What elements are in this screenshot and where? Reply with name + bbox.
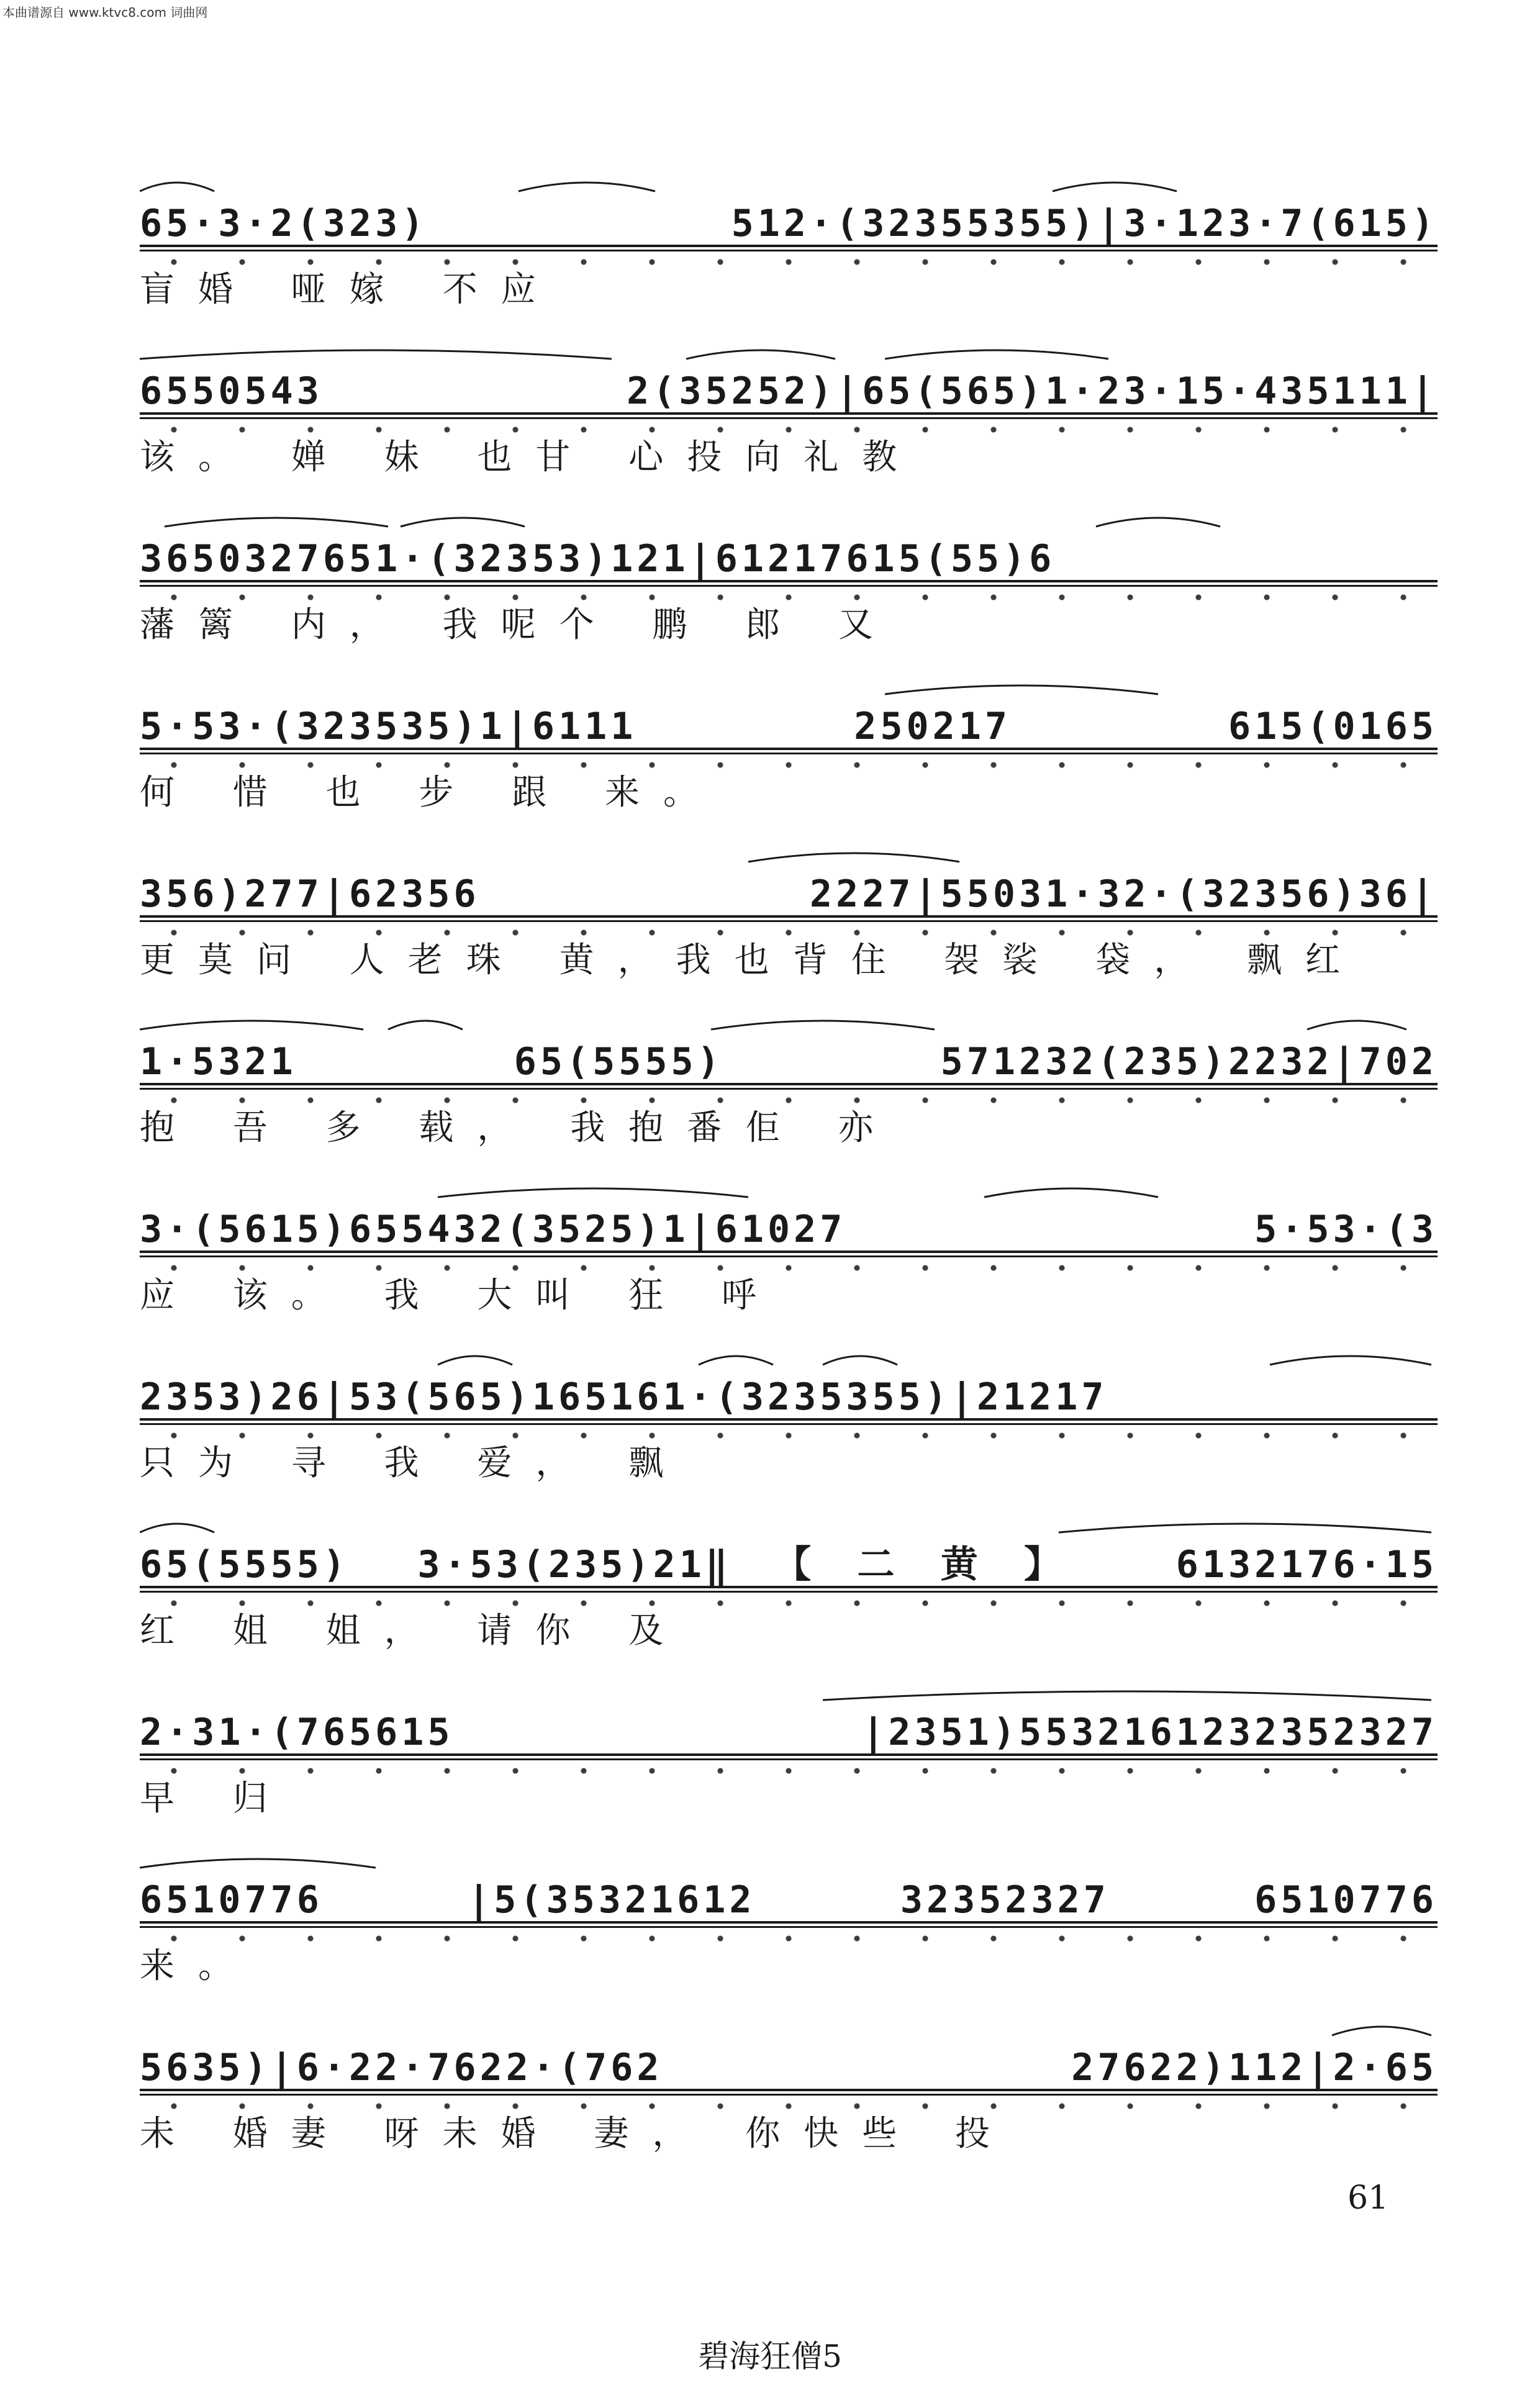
lyric-line: 藩篱 内， 我呢个 鹏 郎 又	[140, 605, 897, 645]
notation-text: 65·3·2(323) 512·(32355355)|3·123·7(615)	[140, 202, 1438, 245]
score-row	[140, 869, 1438, 982]
notation-text: 3·(5615)655432(3525)1|61027 5·53·(3	[140, 1208, 1438, 1251]
footer-title: 碧海狂僧5	[698, 2338, 842, 2374]
notation-line	[140, 869, 1438, 919]
page-number: 61	[1348, 2179, 1389, 2217]
notation-line	[140, 1037, 1438, 1087]
notation-line	[140, 1708, 1438, 1757]
source-watermark: 本曲谱源自 www.ktvc8.com 词曲网	[2, 5, 208, 20]
slur-marks	[140, 2018, 1438, 2037]
slur-marks	[140, 844, 1438, 863]
octave-dots	[140, 1765, 1438, 1777]
notation-text: 356)277|62356 2227|55031·32·(32356)36|	[140, 872, 1438, 916]
notation-line	[140, 1875, 1438, 1925]
score-row	[140, 2043, 1438, 2156]
slur-marks	[140, 342, 1438, 360]
octave-dots	[140, 423, 1438, 436]
lyric-line: 早 归	[140, 1778, 291, 1819]
notation-text: 65(5555) 3·53(235)21‖【二黄】 6132176·15	[140, 1543, 1438, 1586]
octave-dots	[140, 256, 1438, 268]
notation-line	[140, 2043, 1438, 2092]
lyric-line: 红 姐 姐， 请你 及	[140, 1611, 687, 1651]
octave-dots	[140, 1094, 1438, 1106]
lyric-line: 来。	[140, 1946, 256, 1986]
slur-marks	[140, 509, 1438, 528]
octave-dots	[140, 1262, 1438, 1274]
notation-text: 5635)|6·22·7622·(762 27622)112|2·65	[140, 2046, 1438, 2089]
slur-marks	[140, 1180, 1438, 1198]
notation-text: 6510776 |5(35321612 32352327 6510776	[140, 1878, 1438, 1922]
octave-dots	[140, 1429, 1438, 1442]
notation-text: 2·31·(765615 |2351)5532161232352327	[140, 1711, 1438, 1754]
lyric-line: 盲婚 哑嫁 不应	[140, 269, 559, 310]
notation-text: 3650327651·(32353)121|61217615(55)6	[140, 537, 1056, 581]
notation-line	[140, 199, 1438, 248]
lyric-line: 该。 婵 妹 也甘 心投向礼教	[140, 437, 921, 477]
score-row	[140, 1372, 1438, 1485]
lyric-line: 只为 寻 我 爱， 飘	[140, 1443, 687, 1483]
slur-marks	[140, 1012, 1438, 1031]
notation-line	[140, 1540, 1438, 1590]
notation-line	[140, 702, 1438, 751]
score-row	[140, 1540, 1438, 1653]
octave-dots	[140, 1932, 1438, 1945]
notation-line	[140, 534, 1438, 584]
notation-line	[140, 366, 1438, 416]
octave-dots	[140, 926, 1438, 939]
lyric-line: 未 婚妻 呀未婚 妻， 你快些 投	[140, 2114, 1014, 2154]
slur-marks	[140, 174, 1438, 192]
notation-line	[140, 1205, 1438, 1254]
score-row	[140, 366, 1438, 479]
octave-dots	[140, 759, 1438, 771]
notation-text: 2353)26|53(565)165161·(3235355)|21217	[140, 1375, 1108, 1419]
lyric-line: 更莫问 人老珠 黄，我也背住 袈裟 袋， 飘红	[140, 940, 1364, 980]
slur-marks	[140, 1515, 1438, 1534]
score-row	[140, 1875, 1438, 1988]
slur-marks	[140, 1850, 1438, 1869]
slur-marks	[140, 677, 1438, 695]
lyric-line: 应 该。 我 大叫 狂 呼	[140, 1275, 781, 1316]
score-row	[140, 702, 1438, 815]
notation-line	[140, 1372, 1438, 1422]
octave-dots	[140, 1597, 1438, 1609]
score-row	[140, 199, 1438, 312]
score-row	[140, 534, 1438, 647]
lyric-line: 抱 吾 多 载， 我抱番佢 亦	[140, 1108, 897, 1148]
octave-dots	[140, 591, 1438, 604]
score-row	[140, 1037, 1438, 1150]
slur-marks	[140, 1347, 1438, 1366]
slur-marks	[140, 1683, 1438, 1701]
score-row	[140, 1205, 1438, 1318]
notation-text: 6550543 2(35252)|65(565)1·23·15·435111|	[140, 369, 1438, 413]
score-row	[140, 1708, 1438, 1821]
notation-text: 5·53·(323535)1|6111 250217 615(0165	[140, 705, 1438, 748]
octave-dots	[140, 2100, 1438, 2112]
lyric-line: 何 惜 也 步 跟 来。	[140, 772, 722, 813]
notation-text: 1·5321 65(5555) 571232(235)2232|702	[140, 1040, 1438, 1083]
